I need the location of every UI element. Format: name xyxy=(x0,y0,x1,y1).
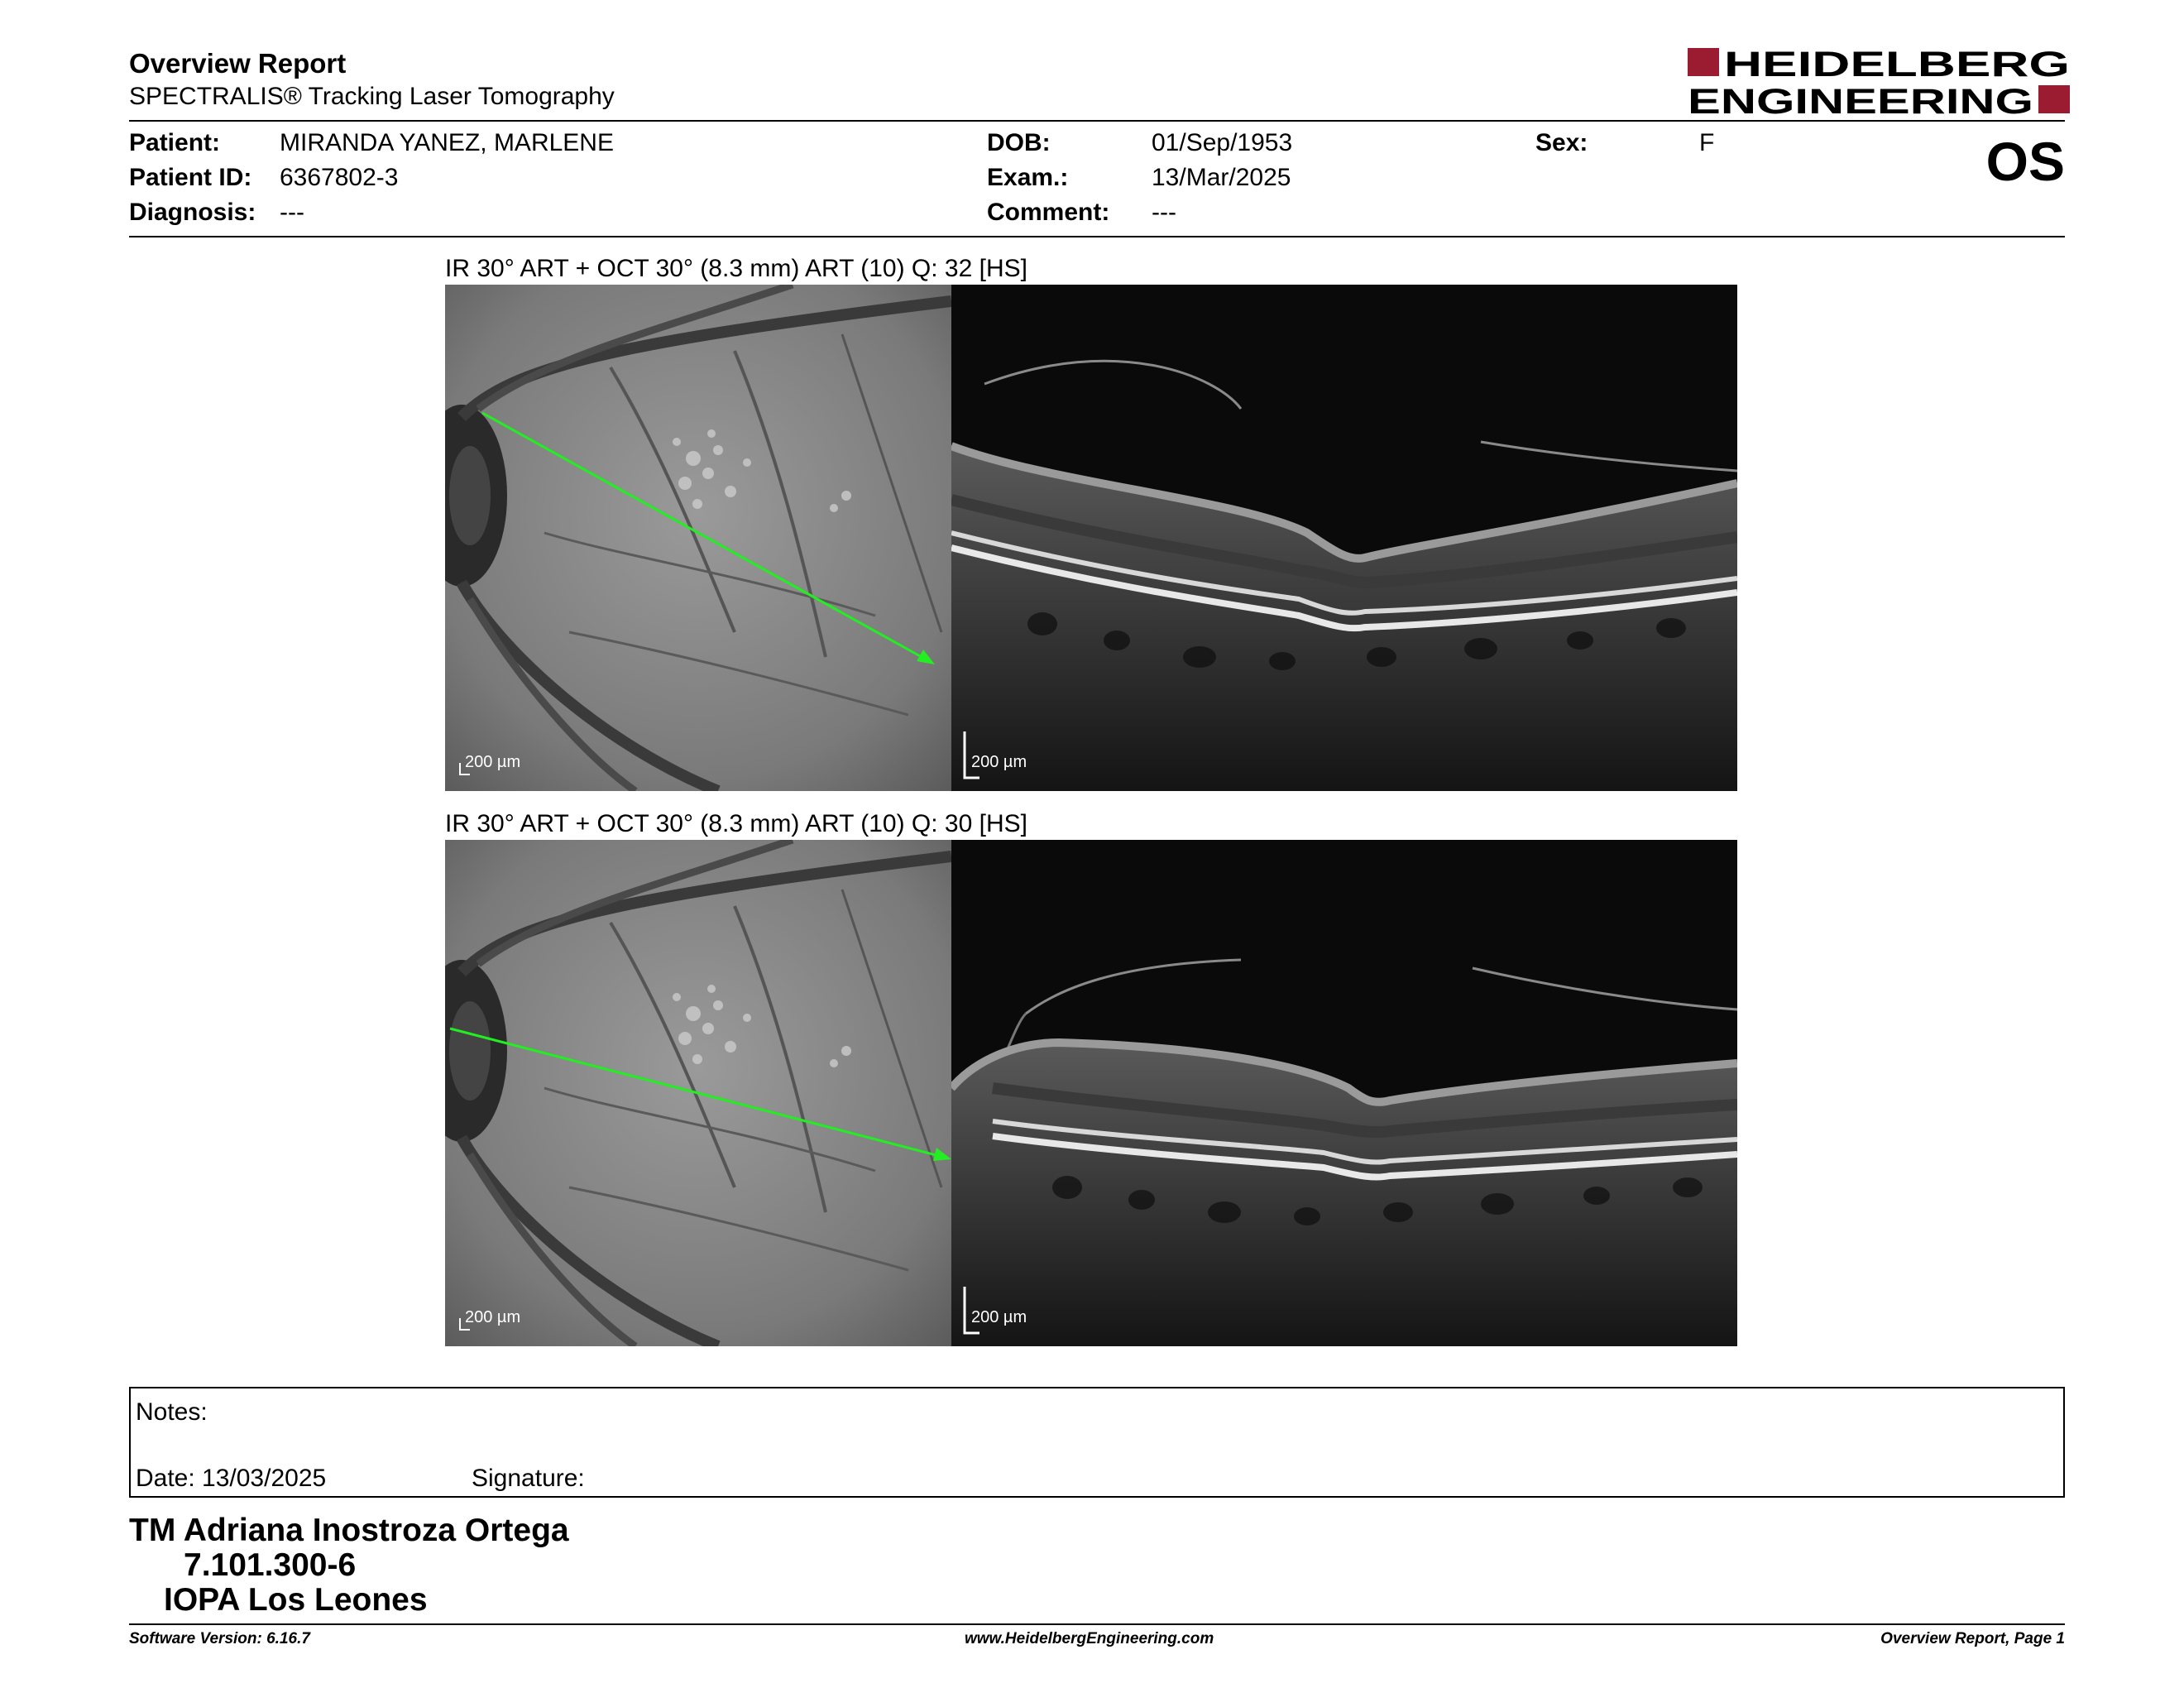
comment-label: Comment: xyxy=(987,199,1110,226)
page-indicator: Overview Report, Page 1 xyxy=(1880,1630,2065,1647)
software-version: Software Version: 6.16.7 xyxy=(129,1630,310,1647)
dob-label: DOB: xyxy=(987,129,1051,156)
heidelberg-logo xyxy=(1688,46,2070,116)
fundus-scale-label: 200 µm xyxy=(465,753,521,771)
exam-value: 13/Mar/2025 xyxy=(1152,164,1291,191)
diagnosis-value: --- xyxy=(280,199,304,226)
report-title: Overview Report xyxy=(129,48,347,79)
notes-label: Notes: xyxy=(136,1398,208,1426)
date-label: Date: 13/03/2025 xyxy=(136,1465,327,1492)
fundus-scale-label: 200 µm xyxy=(465,1308,521,1326)
patient-id: 6367802-3 xyxy=(280,164,399,191)
technician-id: 7.101.300-6 xyxy=(184,1547,357,1583)
oct-scale-label: 200 µm xyxy=(971,1308,1027,1326)
patient-label: Patient: xyxy=(129,129,221,156)
footer-divider xyxy=(129,1623,2065,1625)
header-divider xyxy=(129,120,2065,122)
oct-bscan-image xyxy=(951,840,1737,1346)
fundus-image xyxy=(445,285,951,791)
sex-value: F xyxy=(1699,129,1715,156)
patient-id-label: Patient ID: xyxy=(129,164,252,191)
notes-box xyxy=(129,1387,2065,1498)
signature-label: Signature: xyxy=(472,1465,585,1492)
patient-name: MIRANDA YANEZ, MARLENE xyxy=(280,129,614,156)
fundus-image xyxy=(445,840,951,1346)
technician-name: TM Adriana Inostroza Ortega xyxy=(129,1513,569,1548)
website-link[interactable]: www.HeidelbergEngineering.com xyxy=(965,1630,1214,1647)
exam-label: Exam.: xyxy=(987,164,1069,191)
oct-scale-label: 200 µm xyxy=(971,753,1027,771)
patient-divider xyxy=(129,236,2065,237)
dob-value: 01/Sep/1953 xyxy=(1152,129,1293,156)
eye-indicator: OS xyxy=(1985,131,2065,192)
diagnosis-label: Diagnosis: xyxy=(129,199,256,226)
logo-line1: HEIDELBERG xyxy=(1724,46,2070,84)
scan-title: IR 30° ART + OCT 30° (8.3 mm) ART (10) Q: 32 [HS] xyxy=(445,255,1027,282)
institution-name: IOPA Los Leones xyxy=(164,1582,428,1618)
logo-line2: ENGINEERING xyxy=(1688,82,2033,116)
report-subtitle: SPECTRALIS® Tracking Laser Tomography xyxy=(129,83,615,110)
oct-bscan-image xyxy=(951,285,1737,791)
sex-label: Sex: xyxy=(1535,129,1588,156)
comment-value: --- xyxy=(1152,199,1176,226)
scan-title: IR 30° ART + OCT 30° (8.3 mm) ART (10) Q: 30 [HS] xyxy=(445,810,1027,837)
